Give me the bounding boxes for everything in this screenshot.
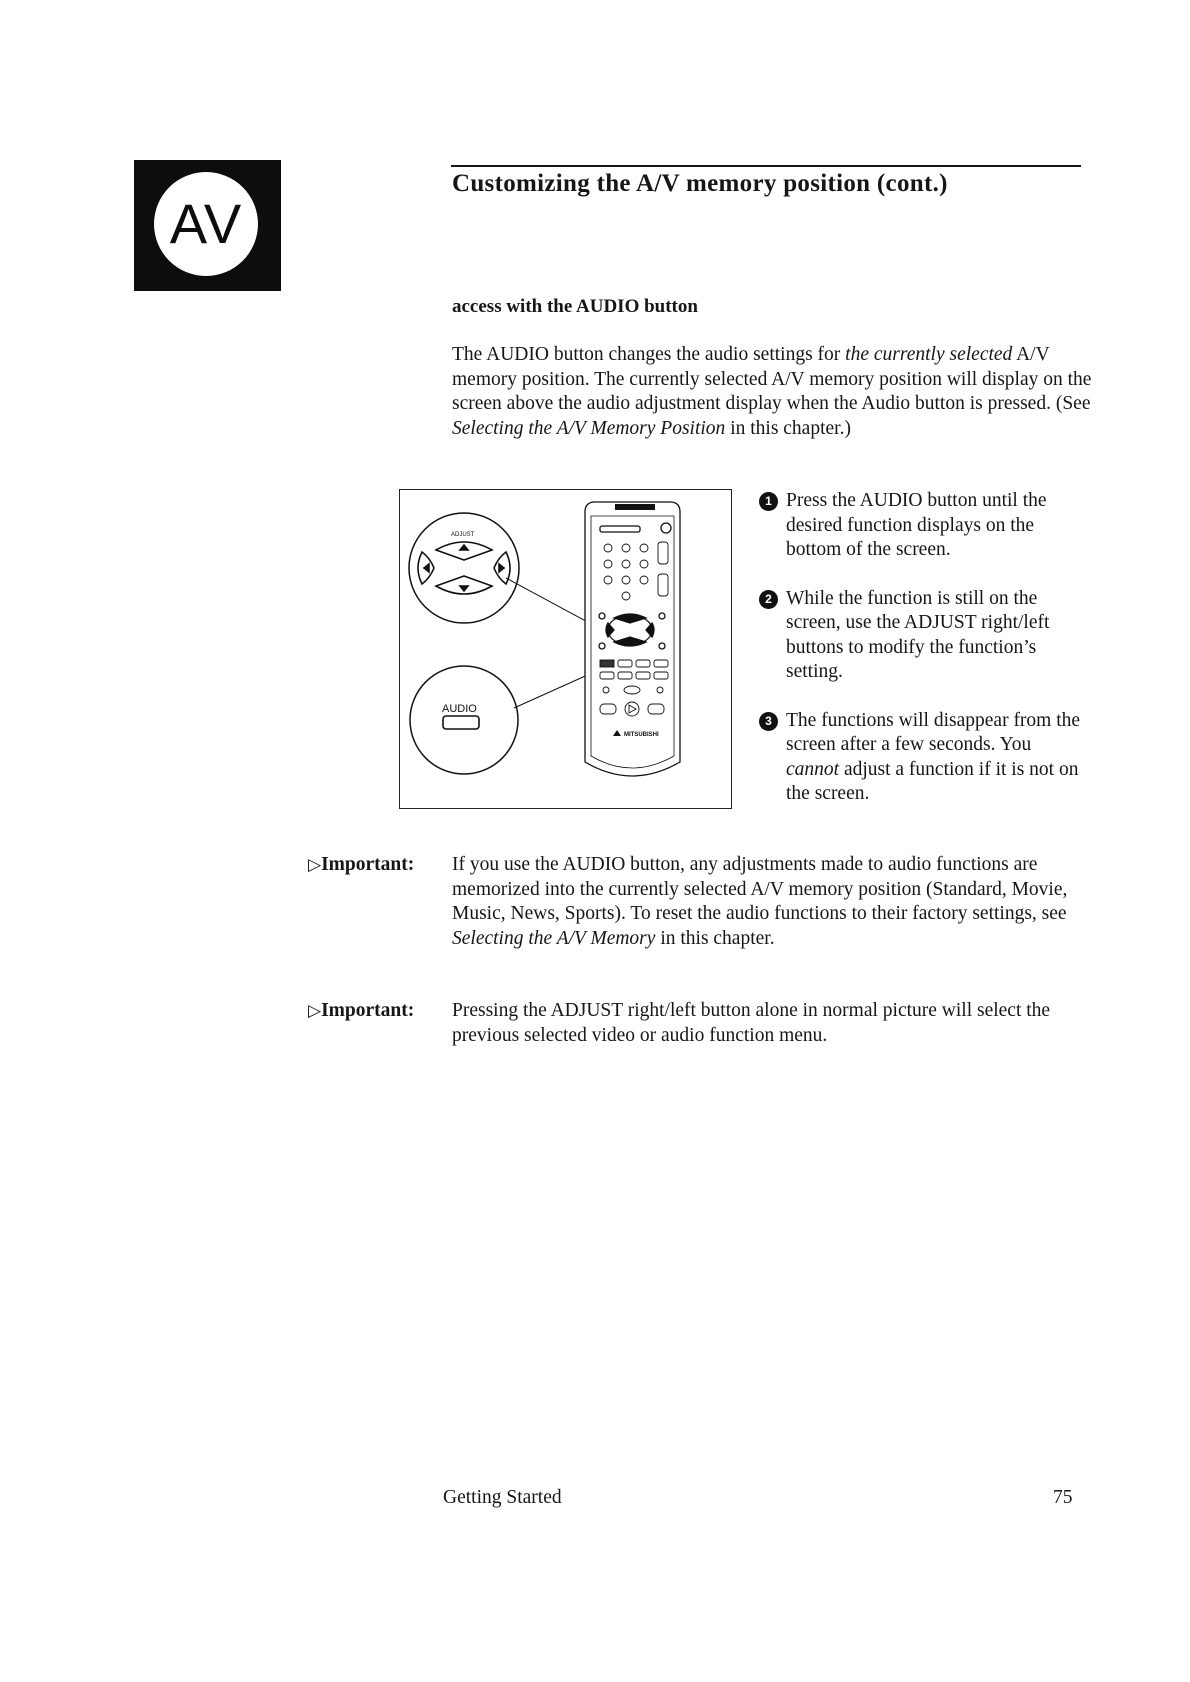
important-text: If you use the AUDIO button, any adjustments made to audio functions are memorized into the currently selected A/V memory position (Standard, Movie, Music, News, Sports). To reset the audio functions to their factory settings, see Selecting the A/V Memory in this chapter. — [452, 854, 1068, 949]
important-note-2 — [308, 999, 1098, 1048]
header-rule — [451, 165, 1081, 167]
triangle-arrow-icon: ▷ — [308, 1001, 322, 1021]
italic-text: Selecting the A/V Memory — [452, 927, 656, 949]
important-note-1 — [308, 853, 1098, 951]
important-label-text: Important: — [321, 854, 415, 875]
italic-text: the currently selected — [845, 344, 1013, 365]
step-number-icon: 3 — [759, 712, 778, 731]
step-2 — [758, 587, 1088, 685]
page-number: 75 — [1053, 1487, 1073, 1508]
important-label-text: Important: — [321, 1000, 415, 1021]
step-text: The functions will disappear from the screen after a few seconds. You cannot adjust a function if it is not on the screen. — [786, 709, 1081, 804]
triangle-arrow-icon: ▷ — [308, 855, 322, 875]
av-badge-text: AV — [169, 192, 243, 255]
important-text: Pressing the ADJUST right/left button alone in normal picture will select the previous selected video or audio function menu. — [452, 1000, 1051, 1046]
audio-button-icon — [443, 716, 479, 729]
steps-list — [758, 489, 1088, 807]
italic-text: Selecting the A/V Memory Position — [452, 417, 726, 439]
audio-label: AUDIO — [442, 703, 477, 715]
remote-control-figure — [399, 489, 732, 809]
step-3 — [758, 709, 1088, 807]
step-text: While the function is still on the screen, use the ADJUST right/left buttons to modify the function’s setting. — [786, 587, 1050, 682]
intro-paragraph: The AUDIO button changes the audio settings for the currently selected A/V memory position. The currently selected A/V memory position will display on the screen above the audio adjustment display when the Audio button is pressed. (See Selecting the A/V Memory Position in this chapter.) — [452, 344, 1092, 439]
footer-section-name: Getting Started — [443, 1487, 562, 1508]
step-1 — [758, 489, 1088, 563]
section-subtitle: access with the AUDIO button — [452, 296, 698, 317]
remote-illustration — [400, 490, 731, 808]
brand-label: MITSUBISHI — [624, 732, 659, 738]
page-title: Customizing the A/V memory position (cont.) — [452, 170, 948, 197]
italic-text: cannot — [786, 758, 840, 780]
av-badge-circle — [154, 172, 258, 276]
step-number-icon: 2 — [759, 590, 778, 609]
adjust-label: ADJUST — [451, 532, 475, 538]
av-section-badge — [134, 160, 281, 291]
important-label — [308, 853, 414, 878]
step-text: Press the AUDIO button until the desired function displays on the bottom of the screen. — [786, 490, 1047, 560]
step-number-icon: 1 — [759, 492, 778, 511]
important-label — [308, 999, 414, 1024]
